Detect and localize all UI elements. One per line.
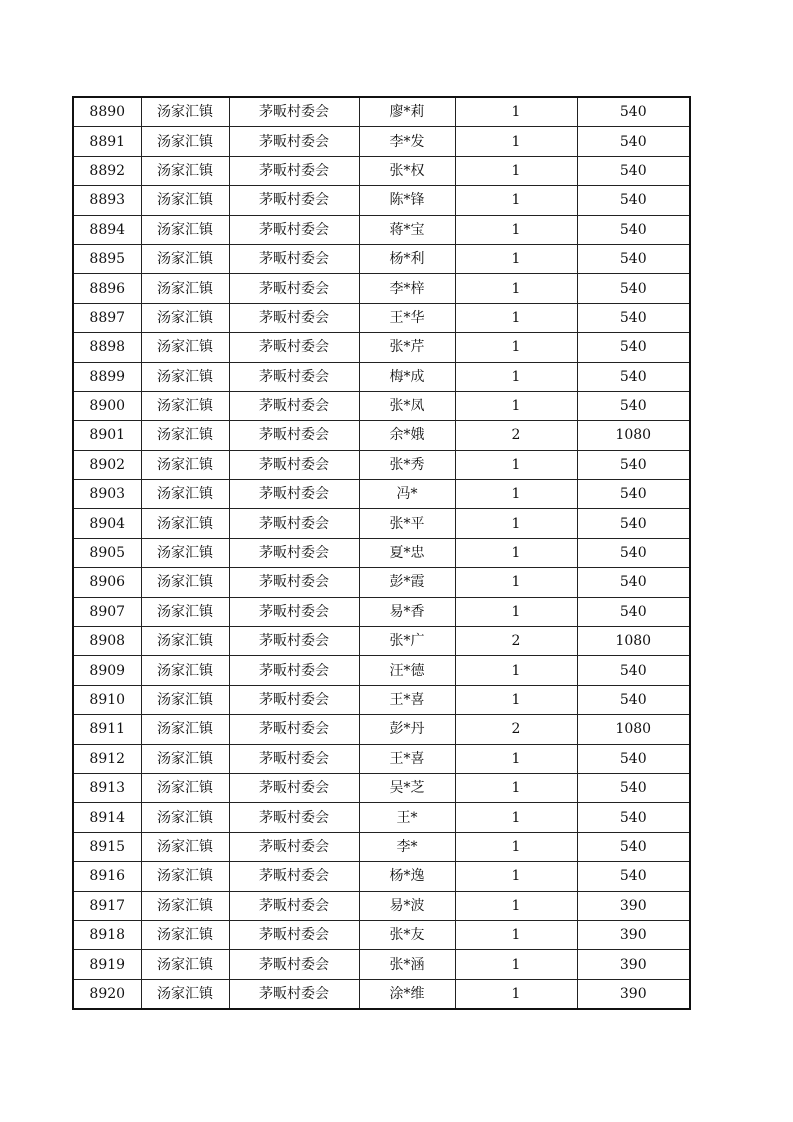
table-container [72,96,691,1010]
village-cell: 茅畈村委会 [229,979,359,1009]
town-cell: 汤家汇镇 [141,391,229,420]
amount-cell: 390 [577,950,690,979]
town-cell: 汤家汇镇 [141,421,229,450]
village-cell: 茅畈村委会 [229,656,359,685]
table-row [73,421,690,450]
name-cell: 张*凤 [359,391,455,420]
town-cell: 汤家汇镇 [141,333,229,362]
table-row [73,450,690,479]
name-cell: 王*喜 [359,744,455,773]
count-cell: 1 [455,480,577,509]
name-cell: 李* [359,832,455,861]
count-cell: 1 [455,862,577,891]
row-id-cell: 8892 [73,156,141,185]
row-id-cell: 8904 [73,509,141,538]
table-row [73,127,690,156]
table-row [73,744,690,773]
row-id-cell: 8908 [73,627,141,656]
table-row [73,685,690,714]
name-cell: 易*香 [359,597,455,626]
table-row [73,656,690,685]
amount-cell: 540 [577,744,690,773]
table-row [73,891,690,920]
amount-cell: 540 [577,538,690,567]
name-cell: 涂*维 [359,979,455,1009]
amount-cell: 540 [577,215,690,244]
town-cell: 汤家汇镇 [141,744,229,773]
amount-cell: 540 [577,568,690,597]
village-cell: 茅畈村委会 [229,333,359,362]
town-cell: 汤家汇镇 [141,803,229,832]
name-cell: 易*波 [359,891,455,920]
amount-cell: 540 [577,862,690,891]
row-id-cell: 8900 [73,391,141,420]
count-cell: 1 [455,509,577,538]
count-cell: 1 [455,391,577,420]
count-cell: 1 [455,891,577,920]
name-cell: 王*华 [359,303,455,332]
row-id-cell: 8914 [73,803,141,832]
table-row [73,303,690,332]
table-row [73,244,690,273]
village-cell: 茅畈村委会 [229,715,359,744]
row-id-cell: 8898 [73,333,141,362]
table-row [73,773,690,802]
town-cell: 汤家汇镇 [141,950,229,979]
village-cell: 茅畈村委会 [229,509,359,538]
amount-cell: 1080 [577,715,690,744]
village-cell: 茅畈村委会 [229,803,359,832]
row-id-cell: 8920 [73,979,141,1009]
amount-cell: 540 [577,597,690,626]
name-cell: 李*梓 [359,274,455,303]
name-cell: 李*发 [359,127,455,156]
row-id-cell: 8918 [73,920,141,949]
count-cell: 1 [455,97,577,127]
table-body [73,97,690,1009]
table-row [73,627,690,656]
town-cell: 汤家汇镇 [141,656,229,685]
amount-cell: 540 [577,156,690,185]
count-cell: 1 [455,274,577,303]
amount-cell: 1080 [577,421,690,450]
town-cell: 汤家汇镇 [141,715,229,744]
row-id-cell: 8901 [73,421,141,450]
count-cell: 1 [455,538,577,567]
row-id-cell: 8909 [73,656,141,685]
amount-cell: 540 [577,450,690,479]
town-cell: 汤家汇镇 [141,362,229,391]
amount-cell: 540 [577,303,690,332]
name-cell: 梅*成 [359,362,455,391]
count-cell: 1 [455,156,577,185]
name-cell: 吴*芝 [359,773,455,802]
name-cell: 张*权 [359,156,455,185]
count-cell: 1 [455,215,577,244]
count-cell: 1 [455,568,577,597]
table-row [73,597,690,626]
name-cell: 夏*忠 [359,538,455,567]
count-cell: 1 [455,244,577,273]
table-row [73,186,690,215]
count-cell: 1 [455,127,577,156]
town-cell: 汤家汇镇 [141,127,229,156]
village-cell: 茅畈村委会 [229,274,359,303]
name-cell: 廖*莉 [359,97,455,127]
count-cell: 1 [455,362,577,391]
village-cell: 茅畈村委会 [229,773,359,802]
village-cell: 茅畈村委会 [229,950,359,979]
row-id-cell: 8917 [73,891,141,920]
name-cell: 张*涵 [359,950,455,979]
name-cell: 张*平 [359,509,455,538]
row-id-cell: 8895 [73,244,141,273]
name-cell: 张*友 [359,920,455,949]
village-cell: 茅畈村委会 [229,362,359,391]
count-cell: 1 [455,597,577,626]
table-row [73,509,690,538]
town-cell: 汤家汇镇 [141,509,229,538]
village-cell: 茅畈村委会 [229,538,359,567]
name-cell: 陈*锋 [359,186,455,215]
village-cell: 茅畈村委会 [229,391,359,420]
village-cell: 茅畈村委会 [229,215,359,244]
town-cell: 汤家汇镇 [141,538,229,567]
village-cell: 茅畈村委会 [229,597,359,626]
row-id-cell: 8896 [73,274,141,303]
village-cell: 茅畈村委会 [229,920,359,949]
town-cell: 汤家汇镇 [141,832,229,861]
row-id-cell: 8911 [73,715,141,744]
town-cell: 汤家汇镇 [141,450,229,479]
table-row [73,538,690,567]
row-id-cell: 8916 [73,862,141,891]
name-cell: 汪*德 [359,656,455,685]
amount-cell: 1080 [577,627,690,656]
row-id-cell: 8915 [73,832,141,861]
count-cell: 1 [455,303,577,332]
amount-cell: 540 [577,773,690,802]
count-cell: 1 [455,186,577,215]
row-id-cell: 8907 [73,597,141,626]
table-row [73,156,690,185]
row-id-cell: 8899 [73,362,141,391]
table-row [73,391,690,420]
count-cell: 2 [455,627,577,656]
town-cell: 汤家汇镇 [141,862,229,891]
table-row [73,979,690,1009]
amount-cell: 540 [577,274,690,303]
count-cell: 1 [455,685,577,714]
village-cell: 茅畈村委会 [229,685,359,714]
town-cell: 汤家汇镇 [141,627,229,656]
name-cell: 彭*丹 [359,715,455,744]
name-cell: 彭*霞 [359,568,455,597]
row-id-cell: 8891 [73,127,141,156]
amount-cell: 540 [577,832,690,861]
name-cell: 杨*逸 [359,862,455,891]
town-cell: 汤家汇镇 [141,891,229,920]
village-cell: 茅畈村委会 [229,862,359,891]
row-id-cell: 8893 [73,186,141,215]
row-id-cell: 8890 [73,97,141,127]
table-row [73,715,690,744]
village-cell: 茅畈村委会 [229,127,359,156]
amount-cell: 540 [577,244,690,273]
amount-cell: 540 [577,97,690,127]
village-cell: 茅畈村委会 [229,627,359,656]
town-cell: 汤家汇镇 [141,920,229,949]
row-id-cell: 8910 [73,685,141,714]
name-cell: 杨*利 [359,244,455,273]
village-cell: 茅畈村委会 [229,186,359,215]
table-row [73,274,690,303]
data-table [72,96,691,1010]
row-id-cell: 8905 [73,538,141,567]
village-cell: 茅畈村委会 [229,832,359,861]
table-row [73,333,690,362]
village-cell: 茅畈村委会 [229,97,359,127]
table-row [73,950,690,979]
town-cell: 汤家汇镇 [141,215,229,244]
amount-cell: 540 [577,685,690,714]
town-cell: 汤家汇镇 [141,597,229,626]
village-cell: 茅畈村委会 [229,891,359,920]
amount-cell: 540 [577,803,690,832]
amount-cell: 540 [577,186,690,215]
amount-cell: 390 [577,979,690,1009]
town-cell: 汤家汇镇 [141,480,229,509]
name-cell: 张*广 [359,627,455,656]
name-cell: 冯* [359,480,455,509]
village-cell: 茅畈村委会 [229,568,359,597]
count-cell: 1 [455,773,577,802]
count-cell: 2 [455,421,577,450]
table-row [73,97,690,127]
village-cell: 茅畈村委会 [229,303,359,332]
amount-cell: 540 [577,656,690,685]
row-id-cell: 8919 [73,950,141,979]
row-id-cell: 8894 [73,215,141,244]
count-cell: 1 [455,450,577,479]
name-cell: 余*娥 [359,421,455,450]
town-cell: 汤家汇镇 [141,685,229,714]
amount-cell: 540 [577,362,690,391]
row-id-cell: 8913 [73,773,141,802]
name-cell: 张*秀 [359,450,455,479]
amount-cell: 390 [577,891,690,920]
table-row [73,832,690,861]
count-cell: 1 [455,920,577,949]
count-cell: 1 [455,832,577,861]
village-cell: 茅畈村委会 [229,744,359,773]
town-cell: 汤家汇镇 [141,979,229,1009]
name-cell: 王* [359,803,455,832]
town-cell: 汤家汇镇 [141,274,229,303]
name-cell: 王*喜 [359,685,455,714]
count-cell: 1 [455,950,577,979]
town-cell: 汤家汇镇 [141,156,229,185]
table-row [73,215,690,244]
row-id-cell: 8906 [73,568,141,597]
count-cell: 1 [455,744,577,773]
table-row [73,862,690,891]
amount-cell: 540 [577,509,690,538]
town-cell: 汤家汇镇 [141,773,229,802]
town-cell: 汤家汇镇 [141,244,229,273]
amount-cell: 540 [577,391,690,420]
town-cell: 汤家汇镇 [141,186,229,215]
table-row [73,920,690,949]
town-cell: 汤家汇镇 [141,303,229,332]
row-id-cell: 8902 [73,450,141,479]
village-cell: 茅畈村委会 [229,480,359,509]
count-cell: 1 [455,656,577,685]
count-cell: 1 [455,979,577,1009]
name-cell: 蒋*宝 [359,215,455,244]
amount-cell: 540 [577,333,690,362]
village-cell: 茅畈村委会 [229,244,359,273]
table-row [73,480,690,509]
count-cell: 2 [455,715,577,744]
village-cell: 茅畈村委会 [229,450,359,479]
amount-cell: 540 [577,127,690,156]
town-cell: 汤家汇镇 [141,97,229,127]
table-row [73,362,690,391]
table-row [73,803,690,832]
count-cell: 1 [455,333,577,362]
row-id-cell: 8903 [73,480,141,509]
row-id-cell: 8912 [73,744,141,773]
amount-cell: 390 [577,920,690,949]
amount-cell: 540 [577,480,690,509]
count-cell: 1 [455,803,577,832]
row-id-cell: 8897 [73,303,141,332]
name-cell: 张*芹 [359,333,455,362]
village-cell: 茅畈村委会 [229,156,359,185]
table-row [73,568,690,597]
town-cell: 汤家汇镇 [141,568,229,597]
village-cell: 茅畈村委会 [229,421,359,450]
